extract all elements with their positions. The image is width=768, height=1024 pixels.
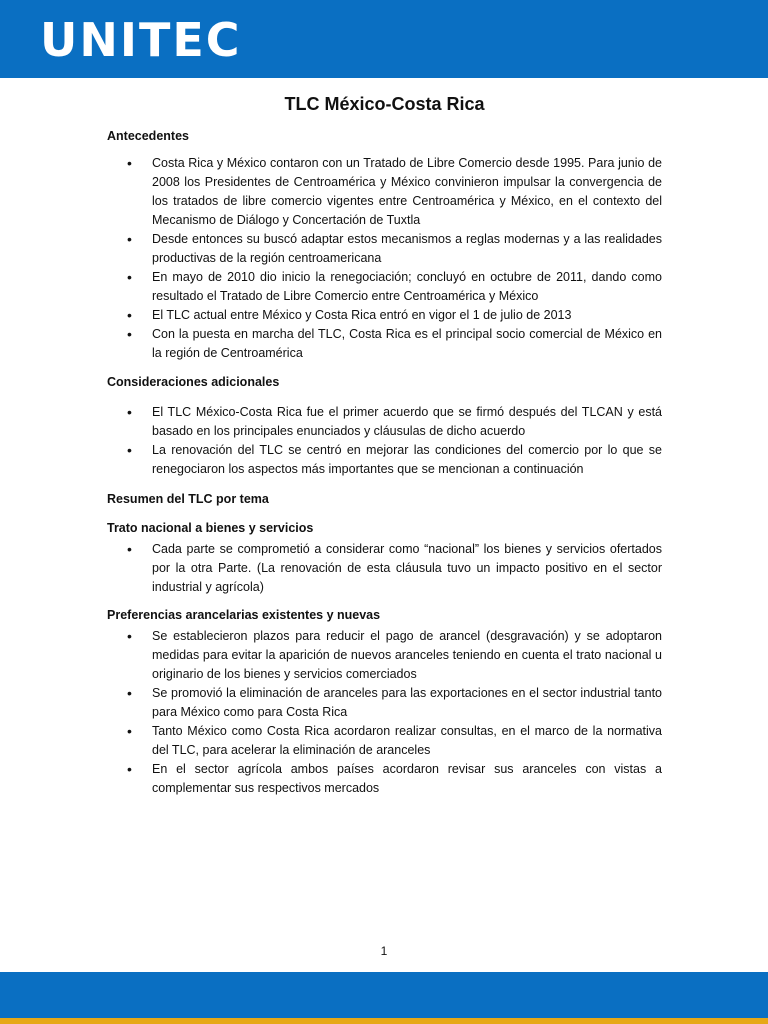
list-item: • El TLC actual entre México y Costa Rica entró en vigor el 1 de julio de 2013 bbox=[107, 306, 662, 325]
unitec-logo: UNITEC bbox=[40, 13, 242, 67]
list-item: • El TLC México-Costa Rica fue el primer acuerdo que se firmó después del TLCAN y está basado en los principales enunciados y cláusulas de dicho acuerdo bbox=[107, 403, 662, 441]
section-heading-antecedentes: Antecedentes bbox=[107, 129, 189, 143]
list-item: • Se establecieron plazos para reducir el pago de arancel (desgravación) y se adoptaron medidas para evitar la aparición de nuevos aranceles teniendo en cuenta el trato nacional u originario de los bienes y servicios comerciados bbox=[107, 627, 662, 684]
preferencias-list bbox=[107, 627, 662, 798]
section-heading-trato-nacional: Trato nacional a bienes y servicios bbox=[107, 521, 314, 535]
list-item: • Costa Rica y México contaron con un Tratado de Libre Comercio desde 1995. Para junio de 2008 los Presidentes de Centroamérica y México convinieron impulsar la convergencia de los tratados de libre comercio vigentes entre Centroamérica y México, en el contexto del Mecanismo de Diálogo y Concertación de Tuxtla bbox=[107, 154, 662, 230]
header-band bbox=[0, 0, 768, 78]
footer-band bbox=[0, 972, 768, 1018]
section-heading-consideraciones: Consideraciones adicionales bbox=[107, 375, 280, 389]
list-item: • En el sector agrícola ambos países acordaron revisar sus aranceles con vistas a complementar sus respectivos mercados bbox=[107, 760, 662, 798]
list-item: • En mayo de 2010 dio inicio la renegociación; concluyó en octubre de 2011, dando como resultado el Tratado de Libre Comercio entre Centroamérica y México bbox=[107, 268, 662, 306]
list-item: • Tanto México como Costa Rica acordaron realizar consultas, en el marco de la normativa del TLC, para acelerar la eliminación de aranceles bbox=[107, 722, 662, 760]
antecedentes-list bbox=[107, 154, 662, 363]
list-item: • Desde entonces su buscó adaptar estos mecanismos a reglas modernas y a las realidades productivas de la región centroamericana bbox=[107, 230, 662, 268]
list-item: • Se promovió la eliminación de aranceles para las exportaciones en el sector industrial tanto para México como para Costa Rica bbox=[107, 684, 662, 722]
document-body bbox=[107, 92, 662, 798]
footer-stripe bbox=[0, 1018, 768, 1024]
section-heading-preferencias: Preferencias arancelarias existentes y nuevas bbox=[107, 608, 381, 622]
list-item: • Cada parte se comprometió a considerar como “nacional” los bienes y servicios ofertados por la otra Parte. (La renovación de esta cláusula tuvo un impacto positivo en el sector industrial y agrícola) bbox=[107, 540, 662, 597]
list-item: • Con la puesta en marcha del TLC, Costa Rica es el principal socio comercial de México en la región de Centroamérica bbox=[107, 325, 662, 363]
section-heading-resumen: Resumen del TLC por tema bbox=[107, 492, 269, 506]
list-item: • La renovación del TLC se centró en mejorar las condiciones del comercio por lo que se renegociaron los aspectos más importantes que se mencionan a continuación bbox=[107, 441, 662, 479]
trato-nacional-list bbox=[107, 540, 662, 597]
document-title: TLC México-Costa Rica bbox=[284, 94, 485, 114]
consideraciones-list bbox=[107, 403, 662, 479]
page-number: 1 bbox=[380, 944, 388, 958]
